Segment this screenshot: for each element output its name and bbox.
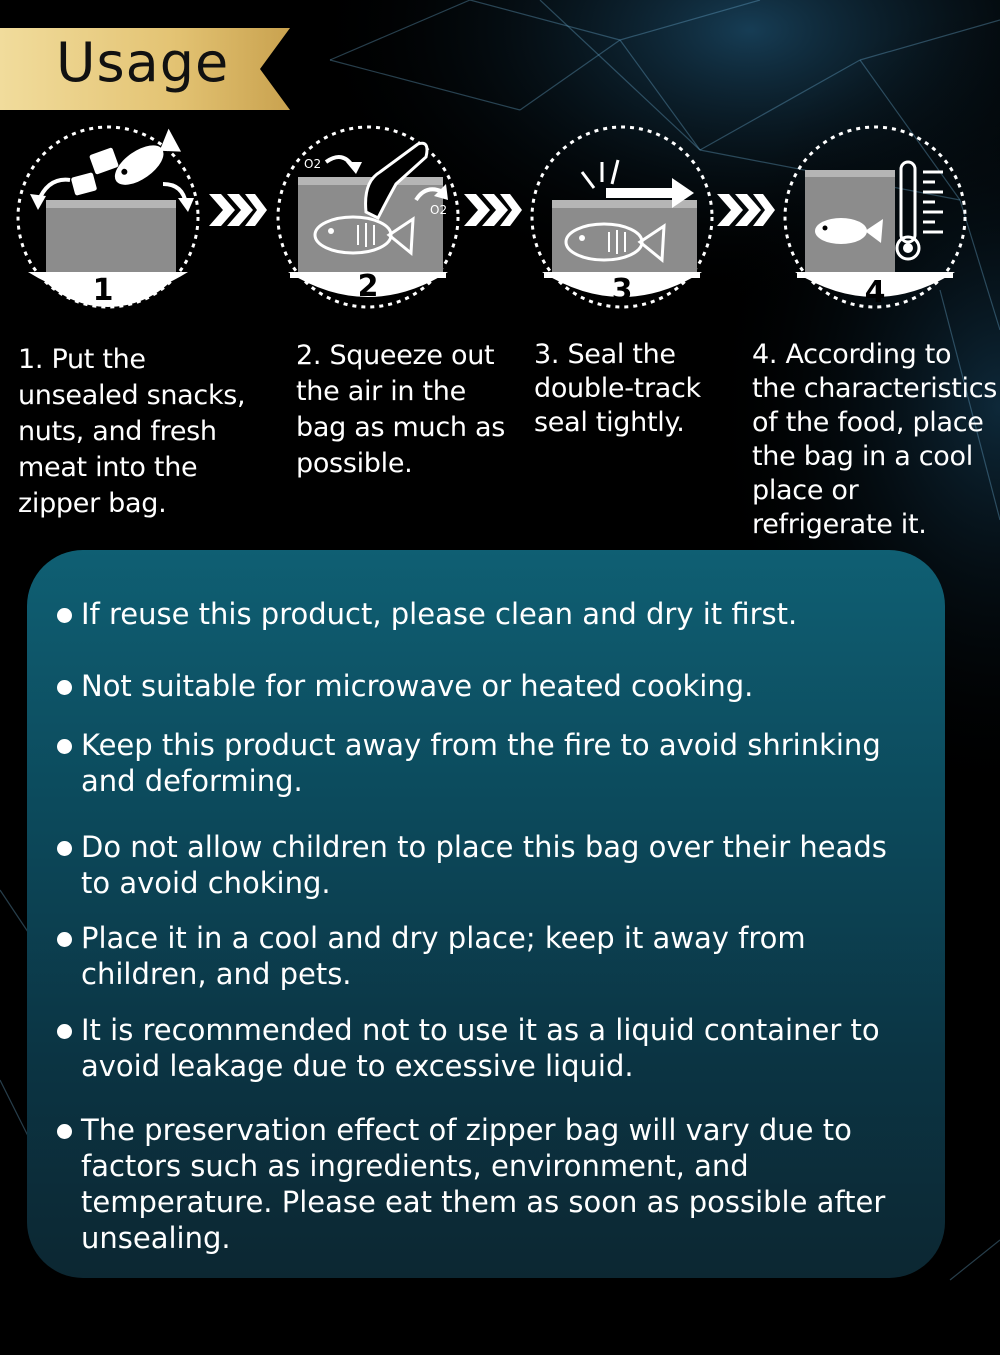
bullet-icon [57, 1124, 72, 1139]
chevron-double-right-icon [715, 190, 777, 230]
note-text: The preservation effect of zipper bag will vary due to factors such as ingredients, environment, and temperature. Please eat them as soon as possible after unsealing. [81, 1113, 886, 1255]
thermometer-icon [897, 162, 943, 259]
step-1-icon [8, 122, 208, 312]
page-title: Usage [56, 31, 230, 94]
note-text: Keep this product away from the fire to avoid shrinking and deforming. [81, 728, 881, 798]
bullet-icon [57, 680, 72, 695]
step-3-icon [522, 122, 722, 312]
bullet-icon [57, 932, 72, 947]
step-1-description: 1. Put the unsealed snacks, nuts, and fresh meat into the zipper bag. [18, 344, 246, 519]
step-2-number: 2 [357, 269, 379, 304]
note-text: Do not allow children to place this bag over their heads to avoid choking. [81, 830, 887, 900]
o2-label-left: O2 [304, 157, 322, 171]
bullet-icon [57, 608, 72, 623]
bullet-icon [57, 841, 72, 856]
step-4-number: 4 [864, 275, 886, 310]
note-text: If reuse this product, please clean and dry it first. [81, 597, 798, 631]
note-text: Place it in a cool and dry place; keep it away from children, and pets. [81, 921, 806, 991]
bullet-icon [57, 739, 72, 754]
note-text: It is recommended not to use it as a liquid container to avoid leakage due to excessive liquid. [81, 1013, 880, 1083]
o2-label-right: O2 [430, 203, 448, 217]
step-4-icon [775, 122, 975, 312]
step-2-description: 2. Squeeze out the air in the bag as much as possible. [296, 340, 505, 479]
usage-banner [0, 28, 300, 110]
notes-panel [27, 550, 945, 1278]
bullet-icon [57, 1024, 72, 1039]
chevron-double-right-icon [462, 190, 524, 230]
chevron-double-right-icon [207, 190, 269, 230]
fish-icon [108, 128, 184, 193]
note-text: Not suitable for microwave or heated cooking. [81, 669, 754, 703]
step-3-description: 3. Seal the double-track seal tightly. [534, 339, 701, 438]
step-2-icon [268, 122, 468, 312]
step-1-number: 1 [92, 273, 114, 308]
step-4-description: 4. According to the characteristics of the food, place the bag in a cool place or refrigerate it. [752, 339, 998, 540]
cracker-icon [70, 146, 120, 197]
step-3-number: 3 [611, 273, 633, 308]
